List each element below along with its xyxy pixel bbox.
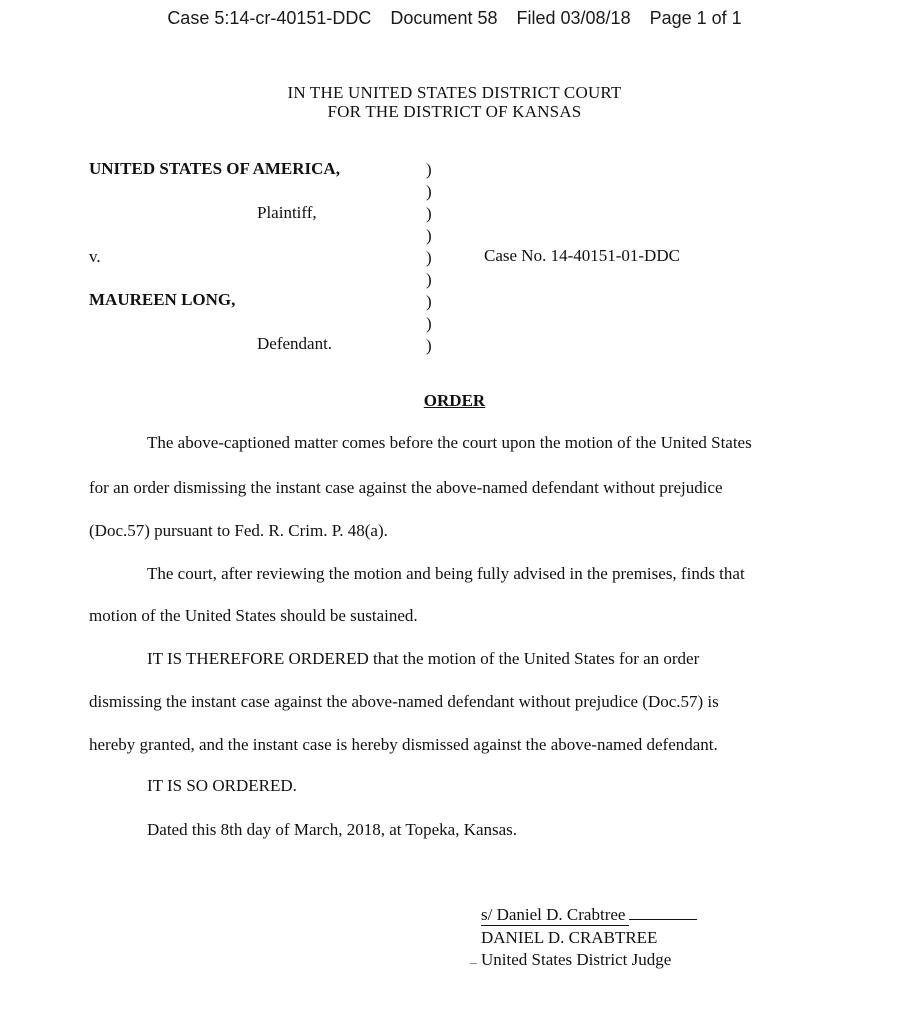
caption-paren: )	[426, 226, 432, 245]
order-text-line: (Doc.57) pursuant to Fed. R. Crim. P. 48(a).	[89, 521, 388, 540]
caption-paren: )	[426, 248, 432, 267]
order-text-line: for an order dismissing the instant case against the above-named defendant without prejudice	[89, 478, 723, 497]
judge-title: United States District Judge	[481, 950, 672, 969]
order-title: ORDER	[423, 391, 486, 410]
caption-paren: )	[426, 292, 432, 311]
court-district-line: FOR THE DISTRICT OF KANSAS	[327, 102, 582, 121]
electronic-signature	[481, 905, 697, 926]
signature-text: s/ Daniel D. Crabtree	[481, 905, 629, 926]
versus: v.	[89, 247, 101, 266]
order-text-line: The above-captioned matter comes before the court upon the motion of the United States	[147, 433, 752, 452]
caption-paren: )	[426, 204, 432, 223]
dated-line: Dated this 8th day of March, 2018, at Topeka, Kansas.	[147, 820, 518, 839]
caption-paren: )	[426, 270, 432, 289]
plaintiff-name: UNITED STATES OF AMERICA,	[89, 159, 340, 178]
caption-parentheses	[426, 159, 432, 357]
caption-paren: )	[426, 314, 432, 333]
document-number-header: Document 58	[390, 8, 498, 28]
case-number-header: Case 5:14-cr-40151-DDC	[167, 8, 372, 28]
judge-name: DANIEL D. CRABTREE	[481, 928, 658, 947]
caption-paren: )	[426, 336, 432, 355]
court-name-line: IN THE UNITED STATES DISTRICT COURT	[287, 83, 622, 102]
court-heading	[0, 83, 909, 121]
signature-underline	[629, 918, 697, 920]
order-text-line: motion of the United States should be sustained.	[89, 606, 418, 625]
page-count-header: Page 1 of 1	[649, 8, 742, 28]
order-text-line: The court, after reviewing the motion and being fully advised in the premises, finds that	[147, 564, 745, 583]
defendant-name: MAUREEN LONG,	[89, 290, 236, 309]
caption-paren: )	[426, 160, 432, 179]
caption-paren: )	[426, 182, 432, 201]
case-number: Case No. 14-40151-01-DDC	[484, 246, 680, 265]
filed-date-header: Filed 03/08/18	[516, 8, 631, 28]
defendant-role: Defendant.	[257, 334, 333, 353]
filing-header	[0, 8, 909, 29]
order-text-line: IT IS THEREFORE ORDERED that the motion of the United States for an order	[147, 649, 700, 668]
scan-mark	[470, 963, 477, 964]
order-text-line: dismissing the instant case against the above-named defendant without prejudice (Doc.57) is	[89, 692, 719, 711]
order-text-line: hereby granted, and the instant case is hereby dismissed against the above-named defendant.	[89, 735, 718, 754]
plaintiff-role: Plaintiff,	[257, 203, 317, 222]
so-ordered-line: IT IS SO ORDERED.	[147, 776, 297, 795]
